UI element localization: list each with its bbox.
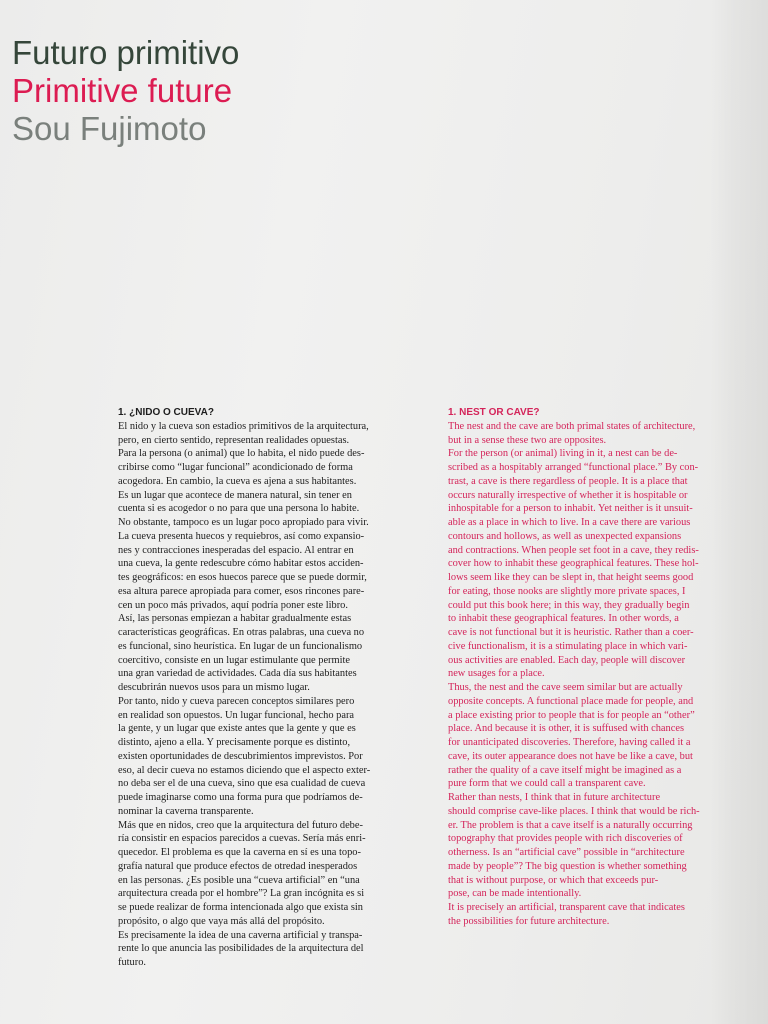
spanish-text-line: descubrirán nuevos usos para un mismo lugar. [118, 682, 310, 693]
english-text-line: er. The problem is that a cave itself is a naturally occurring [448, 819, 693, 831]
english-text-line: ous activities are enabled. Each day, people will discover [448, 654, 686, 666]
spanish-text-line: es funcional, sino heurística. En lugar de un funcionalismo [118, 640, 363, 652]
english-text-line: that is without purpose, or which that exceeds pur- [448, 874, 659, 886]
english-text-line: pose, can be made intentionally. [448, 888, 582, 900]
english-text-line: lows seem like they can be slept in, that height seems good [448, 572, 694, 583]
spanish-text-line: tes geográficos: en esos huecos parece que se puede dormir, [118, 572, 367, 583]
english-text-line: contours and hollows, as well as unexpected expansions [448, 530, 682, 542]
spanish-text-line: nes y contracciones inesperadas del espacio. Al entrar en [118, 544, 354, 556]
title-spanish: Futuro primitivo [12, 34, 240, 71]
english-text-line: inhospitable for a person to inhabit. Yet neither is it unsuit- [448, 503, 693, 515]
spanish-text-line: una gran variedad de actividades. Cada día sus habitantes [118, 668, 357, 680]
english-text-line: cover how to inhabit these geographical features. These hol- [448, 558, 699, 570]
english-text-line: occurs naturally irrespective of whether it is hospitable or [448, 489, 688, 501]
english-text-line: pure form that we could call a transparent cave. [448, 778, 646, 790]
spanish-text-line: esa altura parece apropiada para comer, esos rincones pare- [118, 585, 365, 597]
spanish-text-line: Así, las personas empiezan a habitar gradualmente estas [118, 613, 352, 625]
english-text-line: to inhabit these geographical features. In other words, a [448, 613, 679, 625]
spanish-text-line: características geográficas. En otras palabras, una cueva no [118, 627, 365, 638]
spanish-text-line: acogedora. En cambio, la cueva es ajena a sus habitantes. [118, 475, 357, 487]
spanish-text-line: distinto, ajeno a ella. Y precisamente porque es distinto, [118, 737, 351, 748]
english-text-line: able as a place in which to live. In a cave there are various [448, 517, 691, 528]
spanish-text-line: rente lo que anuncia las posibilidades de la arquitectura del [118, 943, 364, 955]
spanish-text-line: se puede realizar de forma intencionada algo que exista sin [118, 902, 363, 913]
english-text-line: for eating, those nooks are slightly more private spaces, I [448, 585, 686, 597]
english-text-line: a place existing prior to people that is for people an “other” [448, 709, 695, 721]
english-text-line: and contractions. When people set foot in a cave, they redis- [448, 544, 699, 556]
spanish-text-line: propósito, o algo que vaya más allá del propósito. [118, 915, 325, 927]
english-text-line: The nest and the cave are both primal states of architecture, [448, 420, 696, 432]
english-text-line: the possibilities for future architecture. [448, 915, 610, 927]
english-text-line: for unanticipated discoveries. Therefore, having called it a [448, 737, 691, 748]
english-text-line: otherness. Is an “artificial cave” possible in “architecture [448, 847, 685, 858]
spanish-text-line: ría consistir en espacios parecidos a cuevas. Sería más enri- [118, 833, 366, 845]
english-text-line: but in a sense these two are opposites. [448, 434, 607, 446]
spanish-text-line: cuenta si es acogedor o no para que una persona lo habite. [118, 503, 360, 515]
english-text-line: should comprise cave-like places. I think that would be rich- [448, 805, 700, 817]
spanish-text-line: cribirse como “lugar funcional” acondicionado de forma [118, 462, 353, 473]
spanish-text-line: puede imaginarse como una forma pura que podríamos de- [118, 792, 363, 803]
spanish-heading: 1. ¿NIDO O CUEVA? [118, 407, 214, 418]
english-text-line: cave is not functional but it is heuristic. Rather than a coer- [448, 627, 694, 638]
spanish-text-line: Es un lugar que acontece de manera natural, sin tener en [118, 489, 352, 501]
spanish-text-line: futuro. [118, 957, 146, 968]
spanish-text-line: quecedor. El problema es que la caverna en sí es una topo- [118, 847, 361, 858]
english-text-line: cive functionalism, it is a stimulating place in which vari- [448, 640, 688, 652]
spanish-column [118, 406, 436, 970]
spanish-text-line: arquitectura creada por el hombre”? La gran incógnita es si [118, 888, 365, 900]
spanish-text-line: una cueva, la gente redescubre cómo habitar estos acciden- [118, 558, 364, 570]
english-text-line: new usages for a place. [448, 668, 545, 680]
english-text-line: made by people”? The big question is whether something [448, 860, 687, 872]
spanish-text-line: coercitivo, consiste en un lugar estimulante que permite [118, 654, 350, 666]
english-text-line: For the person (or animal) living in it, a nest can be de- [448, 448, 678, 460]
spanish-text-line: la gente, y un lugar que existe antes que la gente y que es [118, 723, 356, 735]
spanish-text-line: existen oportunidades de descubrimientos imprevistos. Por [118, 750, 363, 762]
english-text-line: scribed as a hospitably arranged “functional place.” By con- [448, 462, 699, 473]
spanish-text-line: El nido y la cueva son estadios primitivos de la arquitectura, [118, 420, 369, 432]
spanish-text-line: La cueva presenta huecos y requiebros, así como expansio- [118, 530, 365, 542]
english-text-line: Thus, the nest and the cave seem similar but are actually [448, 682, 683, 693]
english-text-line: cave, its outer appearance does not have be like a cave, but [448, 750, 693, 762]
spanish-text-line: cen un poco más privados, aquí podría poner este libro. [118, 599, 348, 611]
english-text-line: rather the quality of a cave itself might be imagined as a [448, 764, 682, 776]
spanish-text-line: Por tanto, nido y cueva parecen conceptos similares pero [118, 695, 355, 707]
spanish-text-line: nominar la caverna transparente. [118, 805, 254, 817]
title-english: Primitive future [12, 72, 233, 109]
english-text-line: Rather than nests, I think that in future architecture [448, 792, 661, 803]
spanish-text-line: Para la persona (o animal) que lo habita, el nido puede des- [118, 448, 365, 460]
english-column [448, 406, 766, 929]
spanish-text-line: Es precisamente la idea de una caverna artificial y transpa- [118, 929, 363, 941]
spanish-text-line: grafía natural que produce efectos de otredad inesperados [118, 860, 358, 872]
spanish-text-line: Más que en nidos, creo que la arquitectura del futuro debe- [118, 819, 363, 831]
english-text-line: trast, a cave is there regardless of people. It is a place that [448, 475, 688, 487]
title-block [12, 34, 239, 148]
english-text-line: It is precisely an artificial, transparent cave that indicates [448, 902, 685, 913]
english-heading: 1. NEST OR CAVE? [448, 407, 540, 418]
spanish-text-line: no deba ser el de una cueva, sino que esa cualidad de cueva [118, 778, 366, 790]
spanish-text-line: en realidad son opuestos. Un lugar funcional, hecho para [118, 709, 355, 721]
english-text-line: topography that provides people with rich discoveries of [448, 833, 683, 845]
english-text-line: could put this book here; in this way, they gradually begin [448, 599, 690, 611]
english-text-line: place. And because it is other, it is suffused with chances [448, 723, 685, 735]
spanish-text-line: en las personas. ¿Es posible una “cueva artificial” en “una [118, 874, 360, 886]
spanish-text-line: pero, en cierto sentido, representan realidades opuestas. [118, 434, 350, 446]
spanish-text-line: No obstante, tampoco es un lugar poco apropiado para vivir. [118, 517, 369, 528]
spanish-text-line: eso, al decir cueva no estamos diciendo que el aspecto exter- [118, 764, 371, 776]
author-name: Sou Fujimoto [12, 110, 207, 147]
english-text-line: opposite concepts. A functional place made for people, and [448, 695, 694, 707]
